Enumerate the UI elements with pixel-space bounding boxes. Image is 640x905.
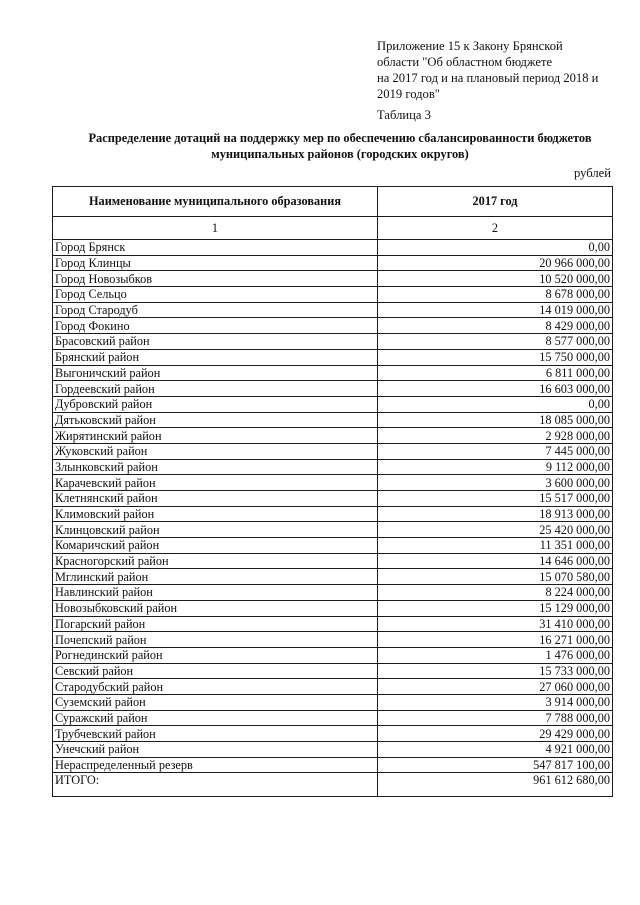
table-row: [53, 459, 613, 475]
subsidy-amount: 14 646 000,00: [378, 553, 613, 569]
table-row: [53, 569, 613, 585]
subsidy-amount: 6 811 000,00: [378, 365, 613, 381]
table-row: [53, 255, 613, 271]
subsidy-amount: 3 914 000,00: [378, 694, 613, 710]
subsidy-amount: 8 429 000,00: [378, 318, 613, 334]
subsidy-amount: 7 445 000,00: [378, 443, 613, 459]
table-row: [53, 412, 613, 428]
table-row: [53, 491, 613, 507]
municipality-name: Погарский район: [53, 616, 378, 632]
table-row: [53, 710, 613, 726]
title-line-1: Распределение дотаций на поддержку мер по обеспечению сбалансированности бюджетов: [88, 131, 592, 145]
column-number-row: [53, 217, 613, 240]
municipality-name: Красногорский район: [53, 553, 378, 569]
table-row: [53, 318, 613, 334]
municipality-name: Жуковский район: [53, 443, 378, 459]
subsidy-amount: 547 817 100,00: [378, 757, 613, 773]
subsidy-amount: 0,00: [378, 396, 613, 412]
table-row: [53, 428, 613, 444]
municipality-name: Трубчевский район: [53, 726, 378, 742]
municipality-name: Брасовский район: [53, 334, 378, 350]
municipality-name: Брянский район: [53, 349, 378, 365]
municipality-name: Дятьковский район: [53, 412, 378, 428]
subsidy-amount: 0,00: [378, 240, 613, 256]
title-line-2: муниципальных районов (городских округов): [211, 147, 469, 161]
table-row: [53, 757, 613, 773]
table-number: Таблица 3: [377, 108, 431, 122]
subsidy-amount: 8 678 000,00: [378, 287, 613, 303]
municipality-name: Жирятинский район: [53, 428, 378, 444]
header-row: [53, 187, 613, 217]
table-row: [53, 647, 613, 663]
table-row: [53, 506, 613, 522]
municipality-name: Навлинский район: [53, 585, 378, 601]
subsidy-amount: 4 921 000,00: [378, 742, 613, 758]
municipality-name: Клинцовский район: [53, 522, 378, 538]
table-row: [53, 585, 613, 601]
appendix-line: на 2017 год и на плановый период 2018 и: [377, 71, 599, 85]
municipality-name: Унечский район: [53, 742, 378, 758]
table-row: [53, 287, 613, 303]
column-number-1: 1: [53, 217, 378, 240]
municipality-name: Злынковский район: [53, 459, 378, 475]
subsidy-amount: 2 928 000,00: [378, 428, 613, 444]
subsidy-amount: 15 070 580,00: [378, 569, 613, 585]
subsidies-table: [52, 186, 613, 797]
municipality-name: Рогнединский район: [53, 647, 378, 663]
municipality-name: Клетнянский район: [53, 491, 378, 507]
table-row: [53, 522, 613, 538]
municipality-name: Нераспределенный резерв: [53, 757, 378, 773]
column-header-2017: 2017 год: [378, 187, 613, 217]
municipality-name: Суземский район: [53, 694, 378, 710]
subsidy-amount: 18 913 000,00: [378, 506, 613, 522]
table-row: [53, 349, 613, 365]
appendix-note: [377, 38, 639, 102]
document-title: [40, 130, 640, 162]
table-row: [53, 616, 613, 632]
subsidy-amount: 18 085 000,00: [378, 412, 613, 428]
subsidy-amount: 31 410 000,00: [378, 616, 613, 632]
table-row: [53, 443, 613, 459]
subsidy-amount: 9 112 000,00: [378, 459, 613, 475]
table-row: [53, 396, 613, 412]
table-row: [53, 679, 613, 695]
table-row: [53, 600, 613, 616]
table-row: [53, 742, 613, 758]
appendix-line: области "Об областном бюджете: [377, 55, 553, 69]
total-value: 961 612 680,00: [378, 773, 613, 797]
subsidy-amount: 29 429 000,00: [378, 726, 613, 742]
subsidy-amount: 20 966 000,00: [378, 255, 613, 271]
municipality-name: Климовский район: [53, 506, 378, 522]
municipality-name: Мглинский район: [53, 569, 378, 585]
appendix-line: 2019 годов": [377, 87, 440, 101]
municipality-name: Город Брянск: [53, 240, 378, 256]
units-label: рублей: [574, 166, 611, 180]
column-header-name: Наименование муниципального образования: [53, 187, 378, 217]
municipality-name: Город Фокино: [53, 318, 378, 334]
municipality-name: Комаричский район: [53, 538, 378, 554]
subsidy-amount: 15 129 000,00: [378, 600, 613, 616]
municipality-name: Дубровский район: [53, 396, 378, 412]
municipality-name: Гордеевский район: [53, 381, 378, 397]
municipality-name: Город Сельцо: [53, 287, 378, 303]
municipality-name: Город Стародуб: [53, 302, 378, 318]
subsidy-amount: 7 788 000,00: [378, 710, 613, 726]
table-row: [53, 334, 613, 350]
municipality-name: Город Новозыбков: [53, 271, 378, 287]
subsidy-amount: 27 060 000,00: [378, 679, 613, 695]
municipality-name: Почепский район: [53, 632, 378, 648]
municipality-name: Стародубский район: [53, 679, 378, 695]
total-row: [53, 773, 613, 797]
subsidy-amount: 16 603 000,00: [378, 381, 613, 397]
table-row: [53, 475, 613, 491]
subsidy-amount: 3 600 000,00: [378, 475, 613, 491]
table-row: [53, 694, 613, 710]
table-row: [53, 538, 613, 554]
subsidy-amount: 11 351 000,00: [378, 538, 613, 554]
appendix-line: Приложение 15 к Закону Брянской: [377, 39, 563, 53]
municipality-name: Суражский район: [53, 710, 378, 726]
subsidy-amount: 1 476 000,00: [378, 647, 613, 663]
column-number-2: 2: [378, 217, 613, 240]
subsidy-amount: 15 750 000,00: [378, 349, 613, 365]
table-row: [53, 381, 613, 397]
table-row: [53, 240, 613, 256]
subsidy-amount: 8 577 000,00: [378, 334, 613, 350]
municipality-name: Выгоничский район: [53, 365, 378, 381]
municipality-name: Севский район: [53, 663, 378, 679]
subsidy-amount: 10 520 000,00: [378, 271, 613, 287]
municipality-name: Новозыбковский район: [53, 600, 378, 616]
subsidy-amount: 16 271 000,00: [378, 632, 613, 648]
subsidy-amount: 25 420 000,00: [378, 522, 613, 538]
subsidy-amount: 15 517 000,00: [378, 491, 613, 507]
subsidy-amount: 8 224 000,00: [378, 585, 613, 601]
table-row: [53, 726, 613, 742]
subsidy-amount: 14 019 000,00: [378, 302, 613, 318]
table-row: [53, 632, 613, 648]
table-row: [53, 365, 613, 381]
table-body: [53, 240, 613, 773]
total-label: ИТОГО:: [53, 773, 378, 797]
municipality-name: Карачевский район: [53, 475, 378, 491]
table-row: [53, 271, 613, 287]
table-row: [53, 663, 613, 679]
municipality-name: Город Клинцы: [53, 255, 378, 271]
subsidy-amount: 15 733 000,00: [378, 663, 613, 679]
table-row: [53, 553, 613, 569]
table-row: [53, 302, 613, 318]
